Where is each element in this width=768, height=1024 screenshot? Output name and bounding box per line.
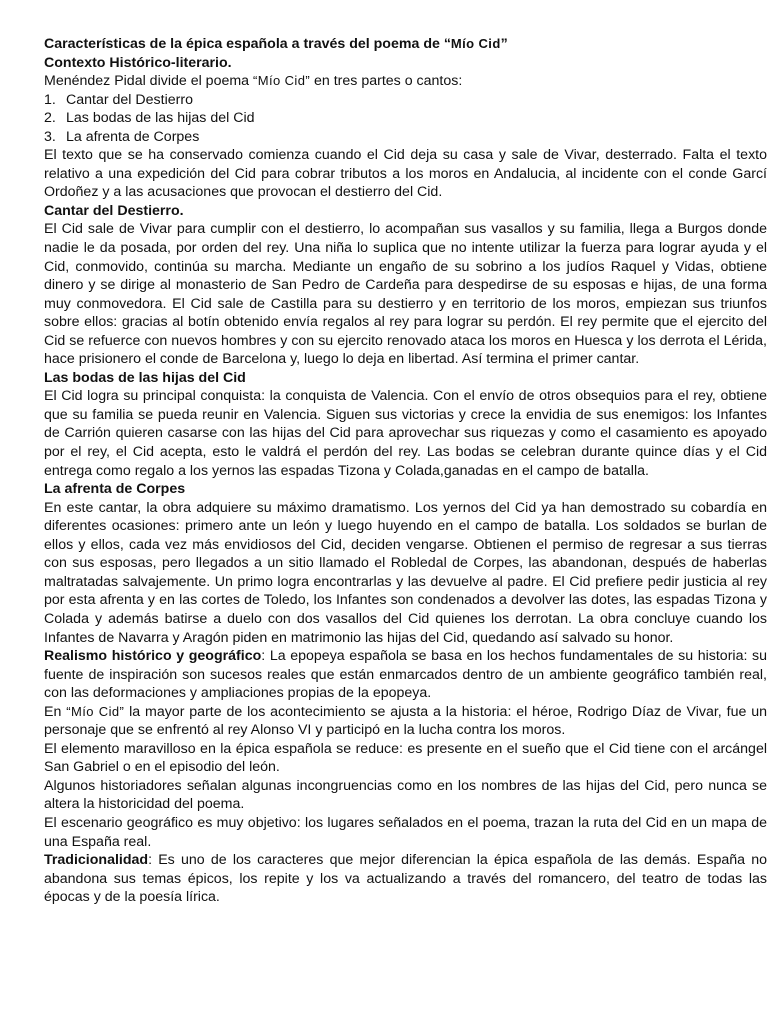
paragraph-bodas: El Cid logra su principal conquista: la conquista de Valencia. Con el envío de otros obsequios para el rey, obtiene que su familia se pueda reunir en Valencia. Siguen sus victorias y crece la envidia de sus enemigos: los Infantes de Carrión quieren casarse con las hijas del Cid para aprovechar sus riquezas y como el casamiento es apoyado por el rey, el Cid acepta, esto le valdrá el perdón del rey. Las bodas se celebran durante quince días y el Cid entrega como regalo a los yernos las espadas Tizona y Colada,ganadas en el campo de batalla.	[44, 388, 767, 479]
paragraph-maravilloso: El elemento maravilloso en la épica española se reduce: es presente en el sueño que el Cid tiene con el arcángel San Gabriel o en el episodio del león.	[44, 740, 767, 776]
list-item	[44, 109, 768, 128]
paragraph-afrenta: En este cantar, la obra adquiere su máximo dramatismo. Los yernos del Cid ya han demostrado su cobardía en diferentes ocasiones: primero ante un león y luego huyendo en el campo de batalla. Los soldados se burlan de ellos y ellos, cada vez más envidiosos del Cid, deciden vengarse. Obtienen el permiso de regresar a sus tierras con sus esposas, pero llegados a un sitio llamado el Robledal de Corpes, las abandonan, después de haberlas maltratadas salvajemente. Un primo logra encontrarlas y las devuelve al padre. El Cid prefiere pedir justicia al rey por esta afrenta y en las cortes de Toledo, los Infantes son condenados a devolver las dotes, las espadas Tizona y Colada y además batirse a duelo con dos vasallos del Cid quienes los derrotan. La obra concluye cuando los Infantes de Navarra y Aragón piden en matrimonio las hijas del Cid, quedando así salvado su honor.	[44, 499, 767, 646]
paragraph-realismo	[44, 647, 767, 703]
intro-line	[44, 72, 768, 91]
cantos-list	[44, 91, 768, 147]
heading-cantar-destierro: Cantar del Destierro.	[44, 202, 184, 219]
paragraph-tradicionalidad	[44, 851, 767, 907]
list-item	[44, 91, 768, 110]
tradicionalidad-label: Tradicionalidad	[44, 852, 149, 869]
title-poem-name: Mío Cid	[450, 36, 501, 51]
heading-bodas: Las bodas de las hijas del Cid	[44, 369, 246, 386]
paragraph-historiadores: Algunos historiadores señalan algunas incongruencias como en los nombres de las hijas del Cid, pero nunca se altera la historicidad del poema.	[44, 777, 767, 813]
document-title	[44, 35, 768, 54]
intro-poem-name: “Mío Cid”	[253, 73, 311, 89]
realismo-text: : La epopeya española se basa en los hechos fundamentales de su historia: su fuente de inspiración son sucesos reales que están enmarcados dentro de un ambiente geográfico también real, con las deformaciones y ampliaciones propias de la epopeya.	[44, 648, 768, 702]
paragraph-destierro: El Cid sale de Vivar para cumplir con el destierro, lo acompañan sus vasallos y su familia, llega a Burgos donde nadie le da posada, por orden del rey. Una niña lo suplica que no intente utilizar la fuerza para lograr ayuda y el Cid, conmovido, continúa su marcha. Mediante un engaño de su sobrino a los judíos Raquel y Vidas, obtiene dinero y se dirige al monasterio de San Pedro de Cardeña para despedirse de su esposas e hijas, de una forma muy conmovedora. El Cid sale de Castilla para su destierro y en territorio de los moros, empiezan sus triunfos sobre ellos: gracias al botín obtenido envía regalos al rey para lograr su perdón. El rey permite que el ejercito del Cid se refuerce con nuevos hombres y con su ejercito renovado ataca los moros en Huesca y los derrota el Lérida, hace prisionero el conde de Barcelona y, luego lo deja en libertad. Así termina el primer cantar.	[44, 221, 767, 368]
mio-cid-text-start: En	[44, 703, 67, 720]
mio-cid-poem-name: “Mío Cid”	[66, 703, 125, 719]
title-text: Características de la épica española a través del poema de “	[44, 36, 451, 52]
list-number: 2.	[44, 110, 56, 127]
intro-text: Menéndez Pidal divide el poema	[44, 73, 254, 90]
list-label: Las bodas de las hijas del Cid	[66, 110, 255, 127]
paragraph-mio-cid	[44, 703, 767, 740]
heading-context: Contexto Histórico-literario.	[44, 54, 232, 71]
list-number: 3.	[44, 128, 56, 145]
mio-cid-text: la mayor parte de los acontecimiento se ajusta a la historia: el héroe, Rodrigo Díaz de Vivar, fue un personaje que se enfrentó al rey Alonso VI y participó en la lucha contra los moros.	[44, 703, 767, 739]
list-item	[44, 128, 768, 147]
list-label: La afrenta de Corpes	[66, 128, 200, 145]
list-number: 1.	[44, 91, 56, 108]
title-closing-quote: ”	[500, 36, 508, 52]
tradicionalidad-text: : Es uno de los caracteres que mejor diferencian la épica española de las demás. España no abandona sus temas épicos, los repite y los va actualizando a través del romancero, del teatro de todas las épocas y de la poesía lírica.	[44, 852, 767, 906]
paragraph-escenario: El escenario geográfico es muy objetivo: los lugares señalados en el poema, trazan la ruta del Cid en un mapa de una España real.	[44, 814, 767, 850]
realismo-label: Realismo histórico y geográfico	[44, 648, 262, 665]
list-label: Cantar del Destierro	[66, 91, 193, 108]
paragraph-conserved-text: El texto que se ha conservado comienza cuando el Cid deja su casa y sale de Vivar, desterrado. Falta el texto relativo a una expedición del Cid para cobrar tributos a los moros en Andalucia, al incidente con el conde Garcí Ordoñez y a las acusaciones que provocan el destierro del Cid.	[44, 147, 767, 201]
heading-afrenta: La afrenta de Corpes	[44, 481, 186, 498]
document-page	[44, 35, 768, 907]
intro-text-end: en tres partes o cantos:	[310, 73, 463, 90]
